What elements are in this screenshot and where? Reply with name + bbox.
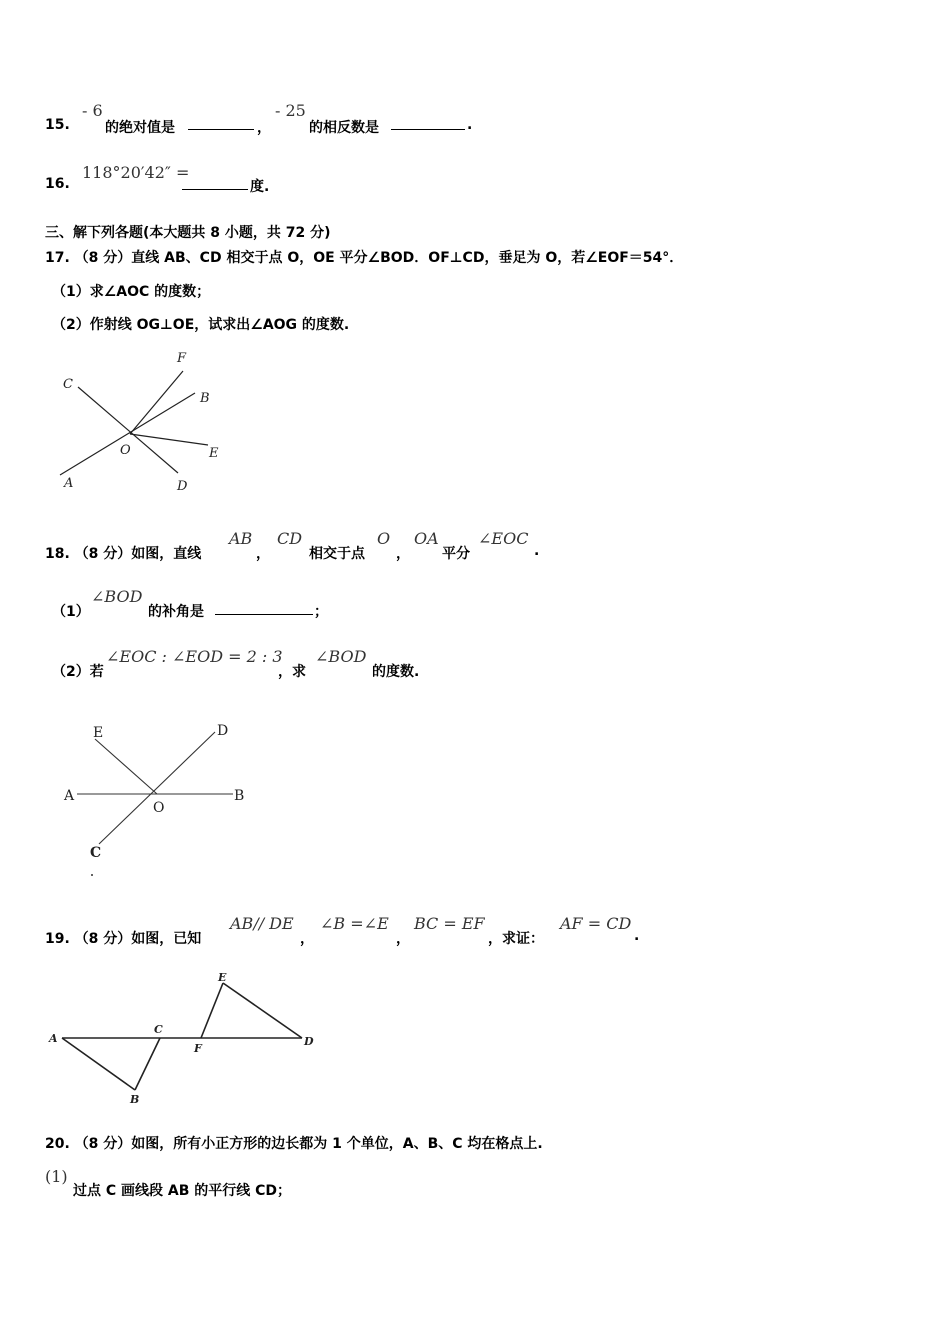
q20-part1: 过点 C 画线段 AB 的平行线 CD； [73,1183,292,1199]
q17-part1: （1）求∠AOC 的度数； [52,284,211,300]
q18-math-ab: AB [229,529,253,548]
q19-end: . [634,928,640,944]
q18-part1-end: ； [314,604,328,620]
q17-label-f: F [177,351,187,366]
q17-label-e: E [209,446,219,461]
q18-part1-prefix: （1） [52,604,90,620]
q17-figure [50,345,240,500]
q17-label-c: C [63,377,73,392]
q18-stem-number: 18. （8 分）如图，直线 [45,546,202,562]
q17-part2: （2）作射线 OG⊥OE，试求出∠AOG 的度数. [52,317,350,333]
q16-math-angle: 118°20′42″ = [82,163,190,182]
q19-figure [40,965,330,1110]
q17-label-d: D [177,479,188,494]
q19-label-e: E [218,971,227,984]
q18-label-o: O [153,800,165,816]
q18-part2-text: ，求 [278,664,306,680]
q16-number: 16. [45,176,70,192]
q19-text-prove: ，求证： [488,931,544,947]
q19-label-b: B [130,1093,140,1106]
q18-part2-math: ∠BOD [315,647,367,666]
q19-label-a: A [49,1032,58,1045]
q18-part1-math: ∠BOD [91,587,143,606]
q19-math-angles: ∠B =∠E [320,914,389,933]
q19-segment-fe [201,983,223,1038]
q19-segment-bc [135,1038,160,1090]
q19-comma-1: ， [300,931,314,947]
q19-label-f: F [194,1042,202,1055]
q18-label-c: C [90,845,102,861]
q18-math-o: O [377,529,391,548]
q19-label-d: D [304,1035,314,1048]
q19-label-c: C [154,1023,163,1036]
q19-math-goal: AF = CD [560,914,632,933]
q19-comma-2: ， [396,931,410,947]
q18-math-oa: OA [414,529,439,548]
q16-blank[interactable] [182,175,248,190]
q17-ray-oe [130,434,208,445]
q19-segment-ab [62,1038,135,1090]
q15-end: . [467,117,473,133]
q18-comma-2: ， [396,546,410,562]
q17-label-o: O [120,443,131,458]
q17-ray-of [130,371,183,434]
q15-math-neg25: - 25 [275,101,306,120]
q19-math-sides: BC = EF [414,914,485,933]
q18-math-cd: CD [277,529,303,548]
q18-end: . [534,543,540,559]
q18-label-d: D [217,723,229,739]
q16-unit: 度. [250,179,270,195]
q15-text-abs: 的绝对值是 [105,120,175,136]
q15-blank-1[interactable] [188,115,254,130]
q18-figure-dot [91,874,93,876]
q17-stem: 17. （8 分）直线 AB、CD 相交于点 O，OE 平分∠BOD．OF⊥CD，垂足为 O，若∠EOF＝54°． [45,250,684,266]
q18-part1-blank[interactable] [215,600,313,615]
q18-text-meet: 相交于点 [309,546,365,562]
q19-math-parallel: AB// DE [230,914,294,933]
q18-part2-end: 的度数. [372,664,420,680]
q15-comma: ， [257,120,271,136]
q18-part1-text: 的补角是 [148,604,204,620]
q17-line-cd [78,387,178,473]
q20-stem: 20. （8 分）如图，所有小正方形的边长都为 1 个单位，A、B、C 均在格点上. [45,1136,543,1152]
q17-line-ab [60,393,195,475]
q18-comma-1: ， [256,546,270,562]
q18-part2-ratio: ∠EOC : ∠EOD = 2 : 3 [106,647,283,666]
q18-figure [55,712,275,882]
q18-math-eoc: ∠EOC [478,529,529,548]
q19-stem-number: 19. （8 分）如图，已知 [45,931,202,947]
q19-segment-ed [223,983,302,1038]
q17-label-b: B [200,391,210,406]
q18-part2-prefix: （2）若 [52,664,104,680]
q18-label-e: E [93,725,104,741]
q17-label-a: A [64,476,74,491]
q18-label-b: B [234,788,245,804]
q15-blank-2[interactable] [391,115,465,130]
section-3-title: 三、解下列各题(本大题共 8 小题，共 72 分) [45,225,331,241]
q18-text-bisect: 平分 [442,546,470,562]
q20-part1-number: (1) [45,1167,68,1186]
q18-ray-oe [95,739,157,794]
q15-math-neg6: - 6 [82,101,103,120]
q18-line-cd [99,732,215,844]
q15-number: 15. [45,117,70,133]
q15-text-opposite: 的相反数是 [309,120,379,136]
q18-label-a: A [64,788,75,804]
